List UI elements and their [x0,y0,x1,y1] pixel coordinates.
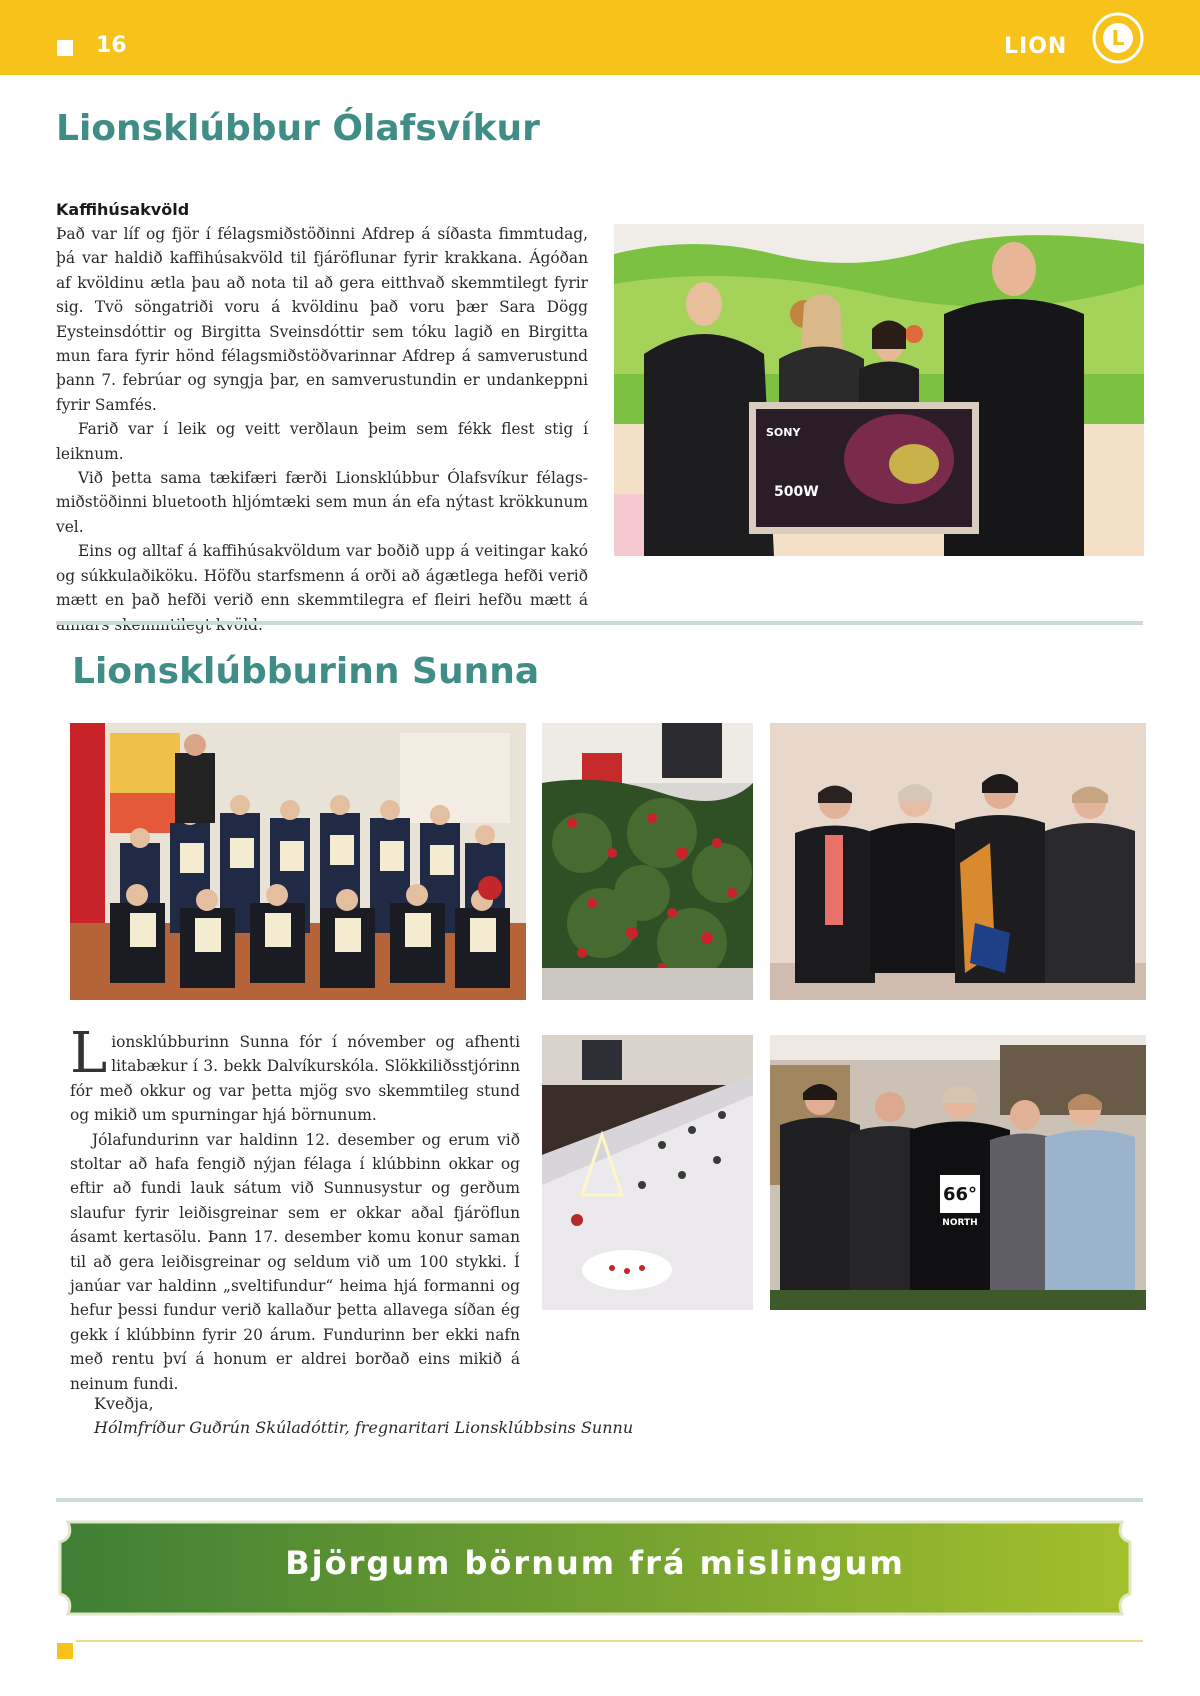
photo-table-setting [542,1035,753,1310]
section-divider [56,621,1143,625]
paragraph: Við þetta sama tækifæri færði Lionsklúbbur Ólafsvíkur félags-miðstöðinni bluetooth hljómtæki sem mun án efa nýtast krökkunum vel. [56,469,588,536]
paragraph: Lionsklúbburinn Sunna fór í nóvember og afhenti litabækur í 3. bekk Dalvíkurskóla. Slökkiliðsstjórinn fór með okkur og var þetta mjög svo skemmtileg stund og mikið um spurningar hjá börnunum. [70,1021,520,1125]
article-body [70,1021,520,1396]
article-title: Lionsklúbbur Ólafsvíkur [56,108,540,149]
paragraph: Það var líf og fjör í félagsmiðstöðinni Afdrep á síðasta fimmtudag, þá var haldið kaffihúsakvöld til fjáröflunar fyrir krakkana. Ágóðan af kvöldinu ætla þau að nota til að gera eitthvað skemmtilegt fyrir sig. Tvö söngatriði voru á kvöldinu það voru þær Sara Dögg Eysteinsdóttir og Birgitta Sveinsdóttir sem tóku lagið en Birgitta mun fara fyrir hönd félagsmiðstöðvarinnar Afdrep á samverustund þann 7. febrúar og syngja þar, en samverustundin er undankeppni fyrir Samfés. [56,225,588,414]
photo-children-class [70,723,526,1000]
sweater-brand: NORTH [942,1218,978,1228]
article-subheading: Kaffihúsakvöld [56,200,190,219]
article-title: Lionsklúbburinn Sunna [72,651,540,692]
box-brand: SONY [766,426,801,439]
box-model: 500W [774,484,819,500]
magazine-name: LION [1004,34,1068,59]
lions-emblem-icon [1092,12,1144,64]
photo-four-women [770,723,1146,1000]
paragraph: Jólafundurinn var haldinn 12. desember og erum við stoltar að hafa fengið nýjan félaga í klúbbinn okkar og eftir að fundi lauk sátum við Sunnusystur og gerðum slaufur fyrir leiðisgreinar sem er okkar aðal fjáröflun ásamt kertasölu. Þann 17. desember komu konur saman til að gera leiðisgreinar og seldum við um 100 stykki. Í janúar var haldinn „sveltifundur“ heima hjá formanni og hefur þessi fundur verið kallaður þetta allavega síðan ég gekk í klúbbinn fyrir 20 árum. Fundurinn ber ekki nafn með rentu því á honum er aldrei borðað eins mikið á neinum fundi. [70,1130,520,1393]
sweater-logo: 66° [942,1184,978,1205]
photo-christmas-wreaths [542,723,753,1000]
dropcap: L [70,1021,108,1086]
footer-line [76,1640,1143,1642]
paragraph: Eins og alltaf á kaffihúsakvöldum var boðið upp á veitingar kakó og súkkulaðiköku. Höfðu starfsmenn á orði að ágætlega hefði verið mætt en það hefði verið enn skemmtilegra ef fleiri hefðu mætt á [56,542,588,610]
signature [94,1392,633,1440]
photo-five-women [770,1035,1146,1310]
photo-sony-gift [614,224,1144,556]
page-number: 16 [96,33,127,58]
banner-text: Björgum börnum frá mislingum [285,1544,905,1582]
page-header [0,0,1200,75]
header-square [57,40,73,56]
article-body [56,222,588,637]
section-divider [56,1498,1143,1502]
paragraph: Farið var í leik og veitt verðlaun þeim sem fékk flest stig í leiknum. [56,420,588,463]
footer-square [57,1643,73,1659]
sign-name: Hólmfríður Guðrún Skúladóttir, fregnaritari Lionsklúbbsins Sunnu [94,1418,634,1437]
sign-greeting: Kveðja, [94,1394,154,1413]
svg-text:L: L [1111,26,1125,50]
